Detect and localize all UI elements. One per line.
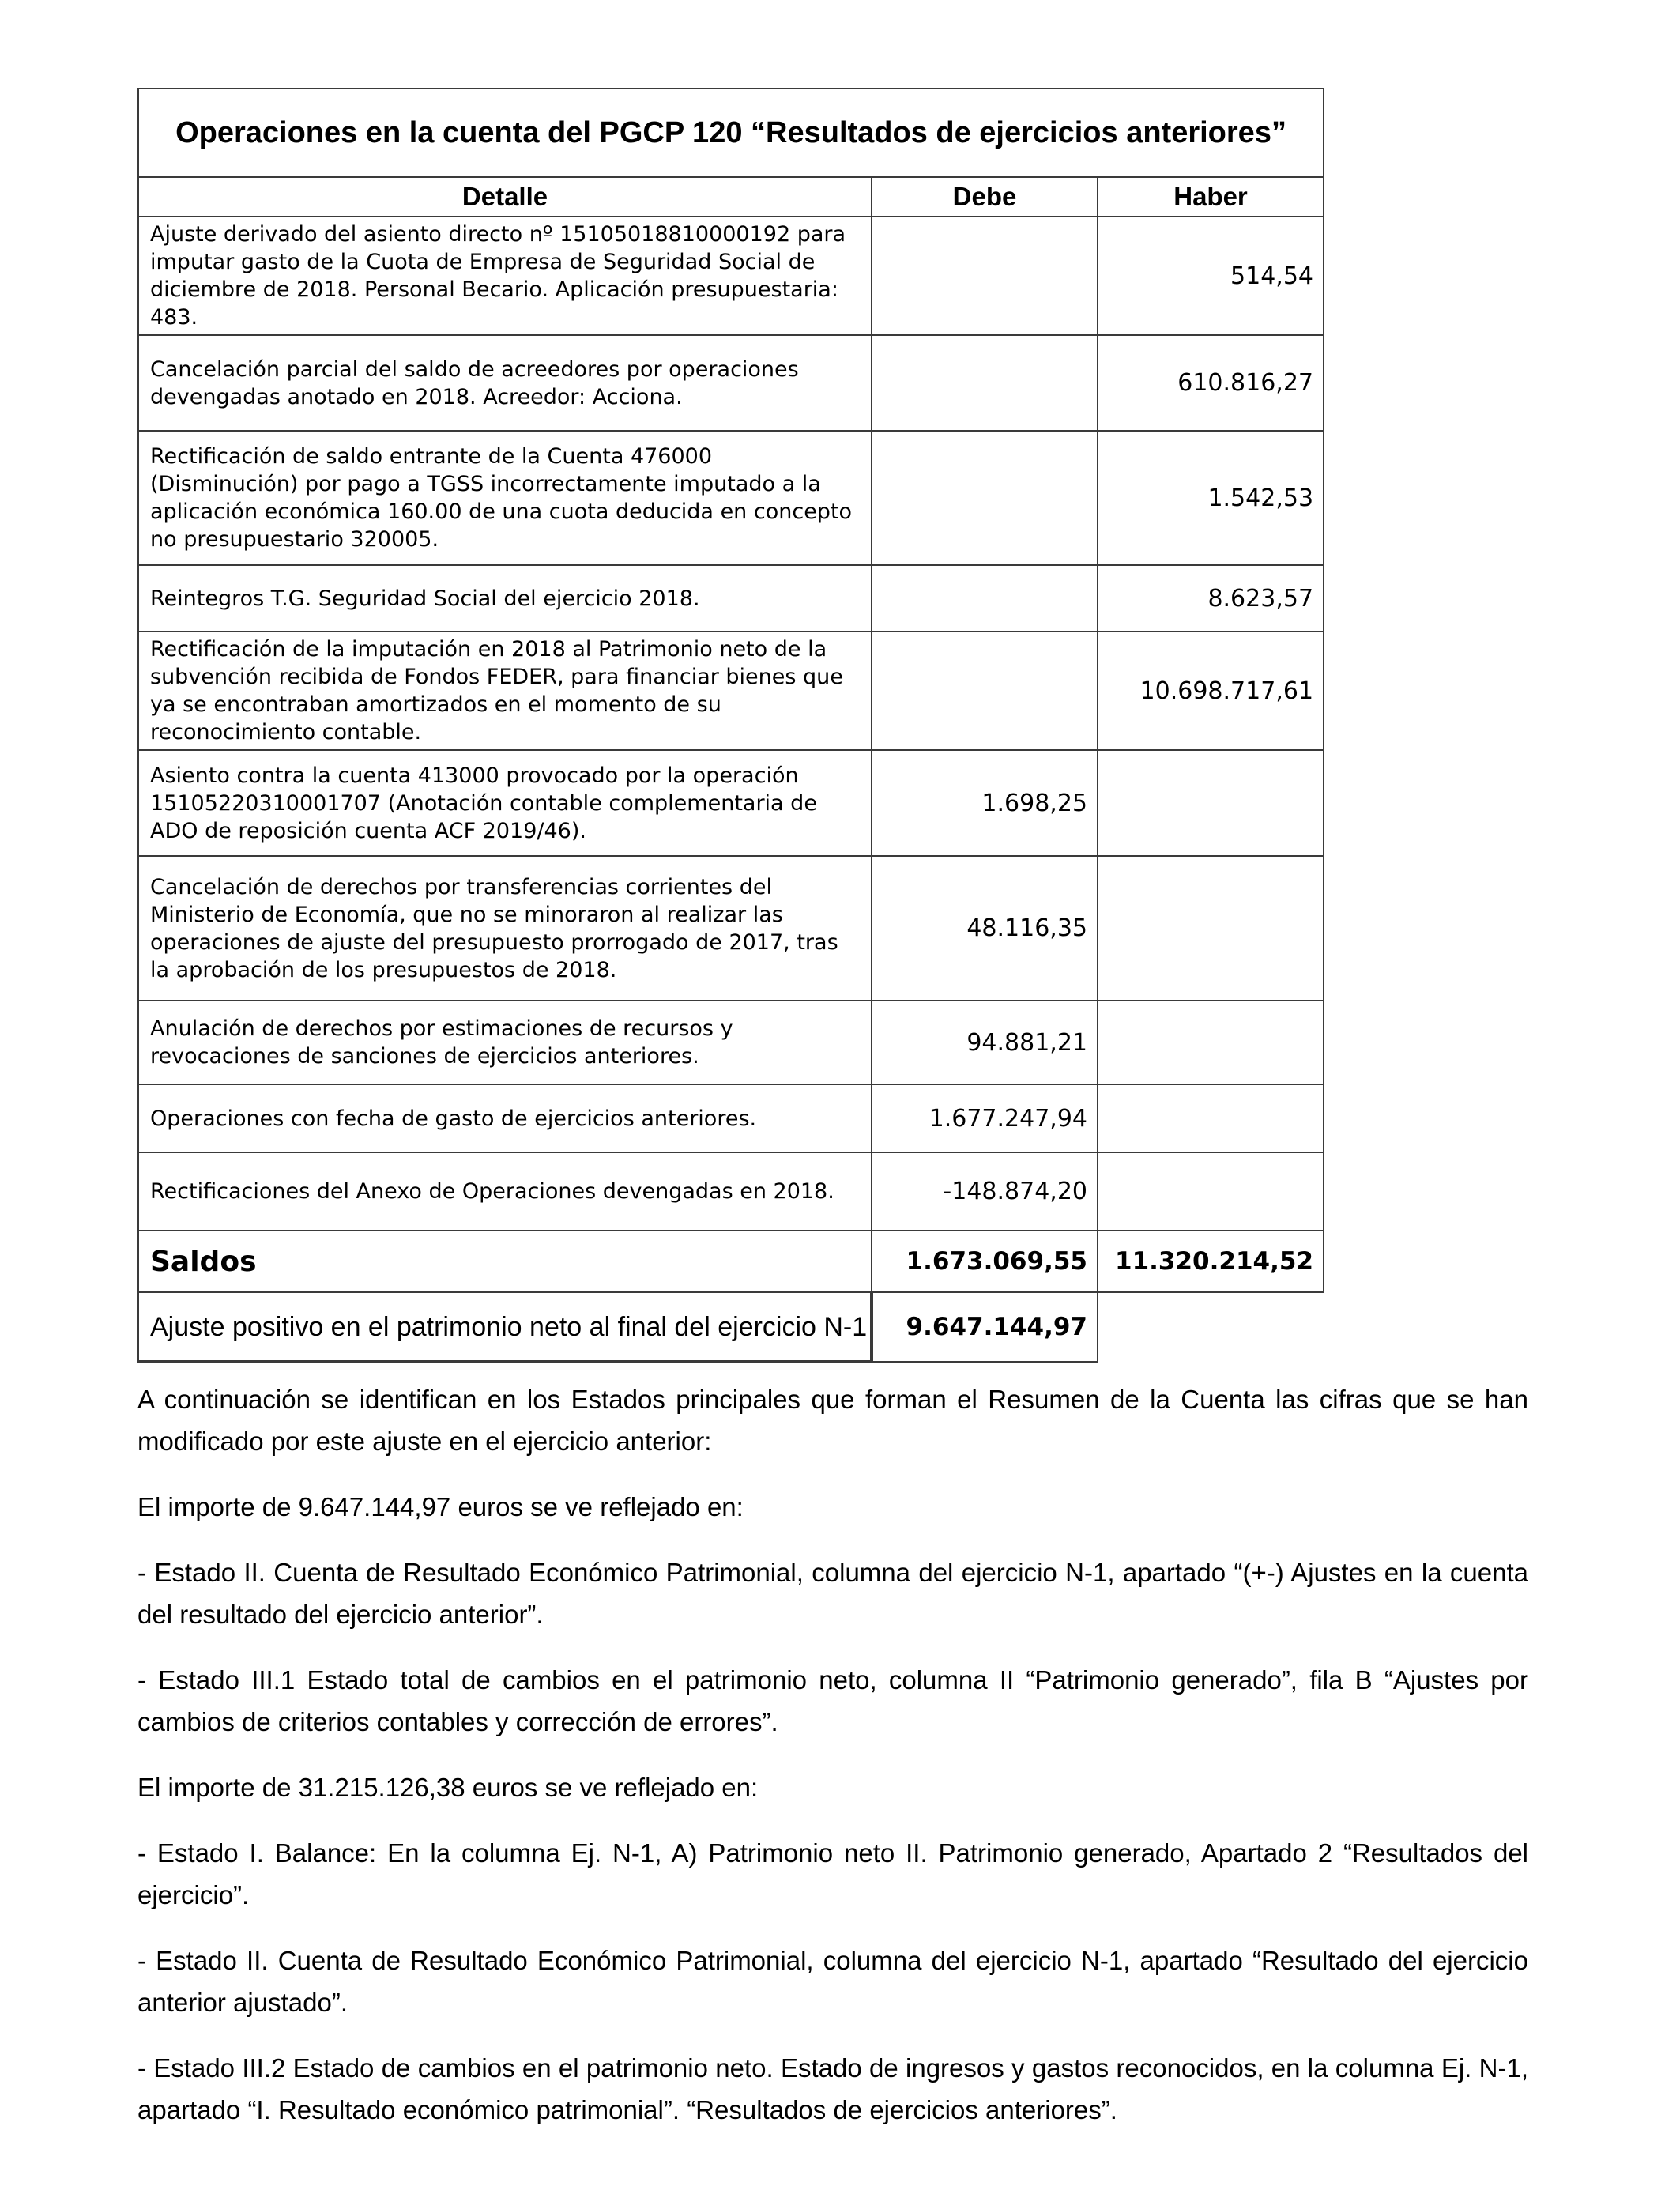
row-debe: 1.698,25 <box>872 750 1098 856</box>
table-row <box>138 1084 1324 1152</box>
row-haber: 514,54 <box>1098 217 1324 335</box>
table-row <box>138 1152 1324 1231</box>
row-detalle: Ajuste derivado del asiento directo nº 15105018810000192 para imputar gasto de la Cuota de Empresa de Seguridad Social de diciembre de 2018. Personal Becario. Aplicación presupuestaria: 483. <box>138 217 872 335</box>
row-haber <box>1098 1152 1324 1231</box>
operations-table-container <box>137 88 1323 1363</box>
row-detalle: Anulación de derechos por estimaciones de recursos y revocaciones de sanciones de ejercicios anteriores. <box>138 1001 872 1084</box>
operations-table <box>137 88 1324 1363</box>
ajuste-label: Ajuste positivo en el patrimonio neto al final del ejercicio N-1 <box>138 1292 872 1362</box>
table-row <box>138 565 1324 631</box>
saldos-row <box>138 1231 1324 1292</box>
row-debe <box>872 631 1098 750</box>
paragraph: - Estado II. Cuenta de Resultado Económico Patrimonial, columna del ejercicio N-1, apartado “(+-) Ajustes en la cuenta del resultado del ejercicio anterior”. <box>137 1558 1528 1629</box>
row-haber: 10.698.717,61 <box>1098 631 1324 750</box>
row-debe: 1.677.247,94 <box>872 1084 1098 1152</box>
row-haber <box>1098 1001 1324 1084</box>
row-haber <box>1098 856 1324 1001</box>
row-debe <box>872 335 1098 431</box>
row-debe: 48.116,35 <box>872 856 1098 1001</box>
table-row <box>138 217 1324 335</box>
row-debe: -148.874,20 <box>872 1152 1098 1231</box>
paragraph: - Estado II. Cuenta de Resultado Económico Patrimonial, columna del ejercicio N-1, apartado “Resultado del ejercicio anterior ajustado”. <box>137 1946 1528 2017</box>
row-debe <box>872 217 1098 335</box>
row-detalle: Cancelación parcial del saldo de acreedores por operaciones devengadas anotado en 2018. Acreedor: Acciona. <box>138 335 872 431</box>
ajuste-debe: 9.647.144,97 <box>872 1292 1098 1362</box>
row-detalle: Cancelación de derechos por transferencias corrientes del Ministerio de Economía, que no se minoraron al realizar las operaciones de ajuste del presupuesto prorrogado de 2017, tras la aprobación de los presupuestos de 2018. <box>138 856 872 1001</box>
ajuste-row <box>138 1292 1324 1362</box>
paragraph: - Estado III.2 Estado de cambios en el patrimonio neto. Estado de ingresos y gastos reconocidos, en la columna Ej. N-1, apartado “I. Resultado económico patrimonial”. “Resultados de ejercicios anteriores”. <box>137 2053 1528 2124</box>
row-haber: 8.623,57 <box>1098 565 1324 631</box>
row-haber <box>1098 750 1324 856</box>
row-detalle: Rectificación de la imputación en 2018 al Patrimonio neto de la subvención recibida de Fondos FEDER, para financiar bienes que ya se encontraban amortizados en el momento de su reconocimiento contable. <box>138 631 872 750</box>
saldos-label: Saldos <box>138 1231 872 1292</box>
table-title: Operaciones en la cuenta del PGCP 120 “Resultados de ejercicios anteriores” <box>138 89 1324 177</box>
table-row <box>138 1001 1324 1084</box>
table-row <box>138 631 1324 750</box>
body-text <box>137 1378 1528 2154</box>
ajuste-empty-cell <box>1098 1292 1324 1362</box>
header-detalle: Detalle <box>138 177 872 217</box>
row-detalle: Asiento contra la cuenta 413000 provocado por la operación 15105220310001707 (Anotación contable complementaria de ADO de reposición cuenta ACF 2019/46). <box>138 750 872 856</box>
header-haber: Haber <box>1098 177 1324 217</box>
table-row <box>138 856 1324 1001</box>
paragraph: El importe de 31.215.126,38 euros se ve reflejado en: <box>137 1773 759 1802</box>
row-detalle: Reintegros T.G. Seguridad Social del ejercicio 2018. <box>138 565 872 631</box>
row-debe <box>872 565 1098 631</box>
header-debe: Debe <box>872 177 1098 217</box>
row-haber <box>1098 1084 1324 1152</box>
saldos-haber: 11.320.214,52 <box>1098 1231 1324 1292</box>
paragraph: El importe de 9.647.144,97 euros se ve reflejado en: <box>137 1492 744 1521</box>
saldos-debe: 1.673.069,55 <box>872 1231 1098 1292</box>
row-detalle: Operaciones con fecha de gasto de ejercicios anteriores. <box>138 1084 872 1152</box>
row-detalle: Rectificaciones del Anexo de Operaciones devengadas en 2018. <box>138 1152 872 1231</box>
paragraph: - Estado I. Balance: En la columna Ej. N-1, A) Patrimonio neto II. Patrimonio generado, Apartado 2 “Resultados del ejercicio”. <box>137 1838 1528 1909</box>
row-haber: 610.816,27 <box>1098 335 1324 431</box>
table-row <box>138 750 1324 856</box>
table-row <box>138 335 1324 431</box>
paragraph: A continuación se identifican en los Estados principales que forman el Resumen de la Cuenta las cifras que se han modificado por este ajuste en el ejercicio anterior: <box>137 1385 1528 1456</box>
row-detalle: Rectificación de saldo entrante de la Cuenta 476000 (Disminución) por pago a TGSS incorrectamente imputado a la aplicación económica 160.00 de una cuota deducida en concepto no presupuestario 320005. <box>138 431 872 565</box>
table-row <box>138 431 1324 565</box>
row-debe: 94.881,21 <box>872 1001 1098 1084</box>
row-debe <box>872 431 1098 565</box>
paragraph: - Estado III.1 Estado total de cambios en el patrimonio neto, columna II “Patrimonio generado”, fila B “Ajustes por cambios de criterios contables y corrección de errores”. <box>137 1665 1528 1736</box>
row-haber: 1.542,53 <box>1098 431 1324 565</box>
